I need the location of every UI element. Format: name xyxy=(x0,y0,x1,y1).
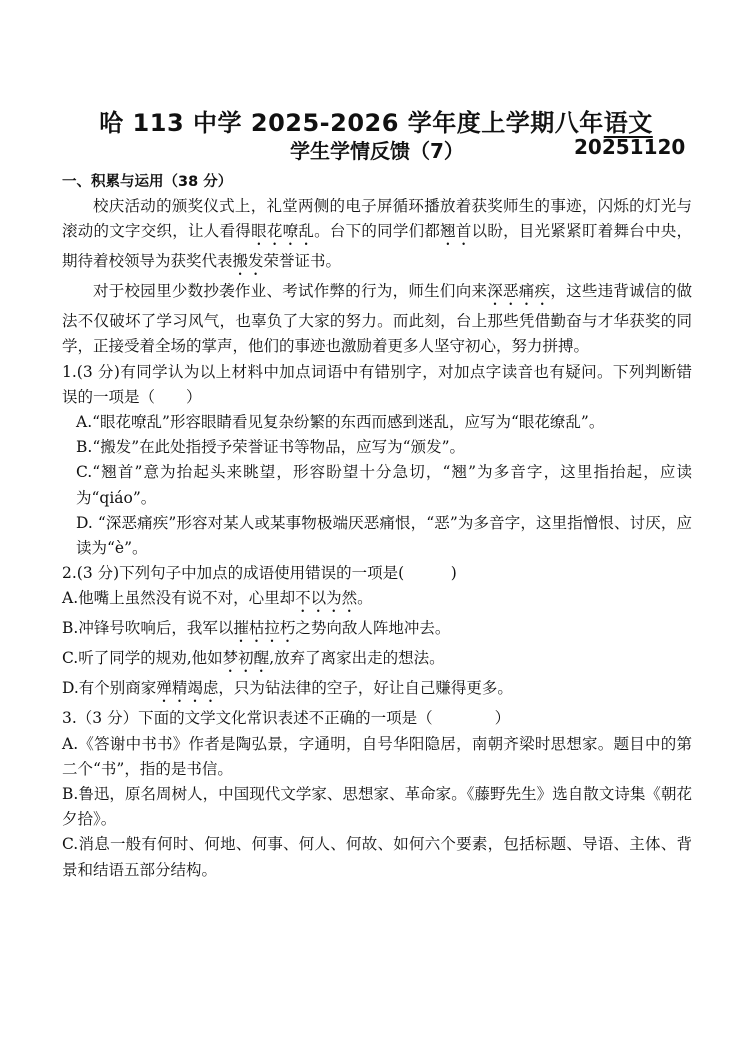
question-1-option-d: D. “深恶痛疾”形容对某人或某事物极端厌恶痛恨，“恶”为多音字，这里指憎恨、讨厌，应读为“è”。 xyxy=(76,513,692,558)
question-2-option-a: A.他嘴上虽然没有说不对，心里却不以为然。 xyxy=(62,589,373,608)
title-main: 哈 113 中学 2025-2026 学年度上学期八年 xyxy=(99,109,604,137)
title-subject: 语文 xyxy=(603,109,653,137)
question-2-option-c: C.听了同学的规劝,他如梦初醒,放弃了离家出走的想法。 xyxy=(62,649,445,668)
dotted-word: 深恶痛疾 xyxy=(487,282,551,301)
question-3-option-b: B.鲁迅，原名周树人，中国现代文学家、思想家、革命家。《藤野先生》选自散文诗集《朝花夕拾》。 xyxy=(62,785,692,829)
section-heading: 一、积累与运用（38 分） xyxy=(62,174,233,190)
dotted-idiom: 梦初醒 xyxy=(222,649,270,668)
passage-paragraph-2: 对于校园里少数抄袭作业、考试作弊的行为，师生们向来深恶痛疾，这些违背诚信的做法不仅破坏了学习风气，也辜负了大家的努力。而此刻，台上那些凭借勤奋与才华获奖的同学，正接受着全场的掌声，他们的事迹也激励着更多人坚守初心，努力拼搏。 xyxy=(62,282,692,356)
dotted-idiom: 摧枯拉朽 xyxy=(233,619,296,638)
dotted-idiom: 殚精竭虑 xyxy=(156,679,219,698)
question-1-option-a: A.“眼花嘹乱”形容眼睛看见复杂纷繁的东西而感到迷乱，应写为“眼花缭乱”。 xyxy=(76,413,605,432)
dotted-word: 眼花嘹乱 xyxy=(251,222,315,241)
question-2-stem: 2.(3 分)下列句子中加点的成语使用错误的一项是( ) xyxy=(62,564,457,583)
question-3-option-a: A.《答谢中书书》作者是陶弘景，字通明，自号华阳隐居，南朝齐梁时思想家。题目中的第二个“书”，指的是书信。 xyxy=(62,734,692,778)
document-date: 20251120 xyxy=(574,135,686,159)
question-1-option-c: C.“翘首”意为抬起头来眺望，形容盼望十分急切，“翘”为多音字，这里指抬起，应读为“qiáo”。 xyxy=(76,463,692,507)
document-body xyxy=(62,194,692,883)
passage-paragraph-1: 校庆活动的颁奖仪式上，礼堂两侧的电子屏循环播放着获奖师生的事迹，闪烁的灯光与滚动的文字交织，让人看得眼花嘹乱。台下的同学们都翘首以盼，目光紧紧盯着舞台中央，期待着校领导为获奖代表搬发荣誉证书。 xyxy=(62,197,692,271)
dotted-word: 搬发 xyxy=(232,252,264,271)
dotted-idiom: 不以为然 xyxy=(295,589,358,608)
question-1-stem: 1.(3 分)有同学认为以上材料中加点词语中有错别字，对加点字读音也有疑问。下列判断错误的一项是（ ） xyxy=(62,362,692,406)
question-1-option-b: B.“搬发”在此处指授予荣誉证书等物品，应写为“颁发”。 xyxy=(76,438,466,457)
question-3-option-c: C.消息一般有何时、何地、何事、何人、何故、如何六个要素，包括标题、导语、主体、背景和结语五部分结构。 xyxy=(62,835,692,879)
document-subtitle: 学生学情反馈（7） xyxy=(290,139,464,163)
question-2-option-b: B.冲锋号吹响后，我军以摧枯拉朽之势向敌人阵地冲去。 xyxy=(62,619,451,638)
dotted-word: 翘首 xyxy=(440,222,472,241)
document-title xyxy=(0,103,752,138)
question-2-option-d: D.有个别商家殚精竭虑，只为钻法律的空子，好让自己赚得更多。 xyxy=(62,679,513,698)
question-3-stem: 3.（3 分）下面的文学文化常识表述不正确的一项是（ ） xyxy=(62,709,511,728)
